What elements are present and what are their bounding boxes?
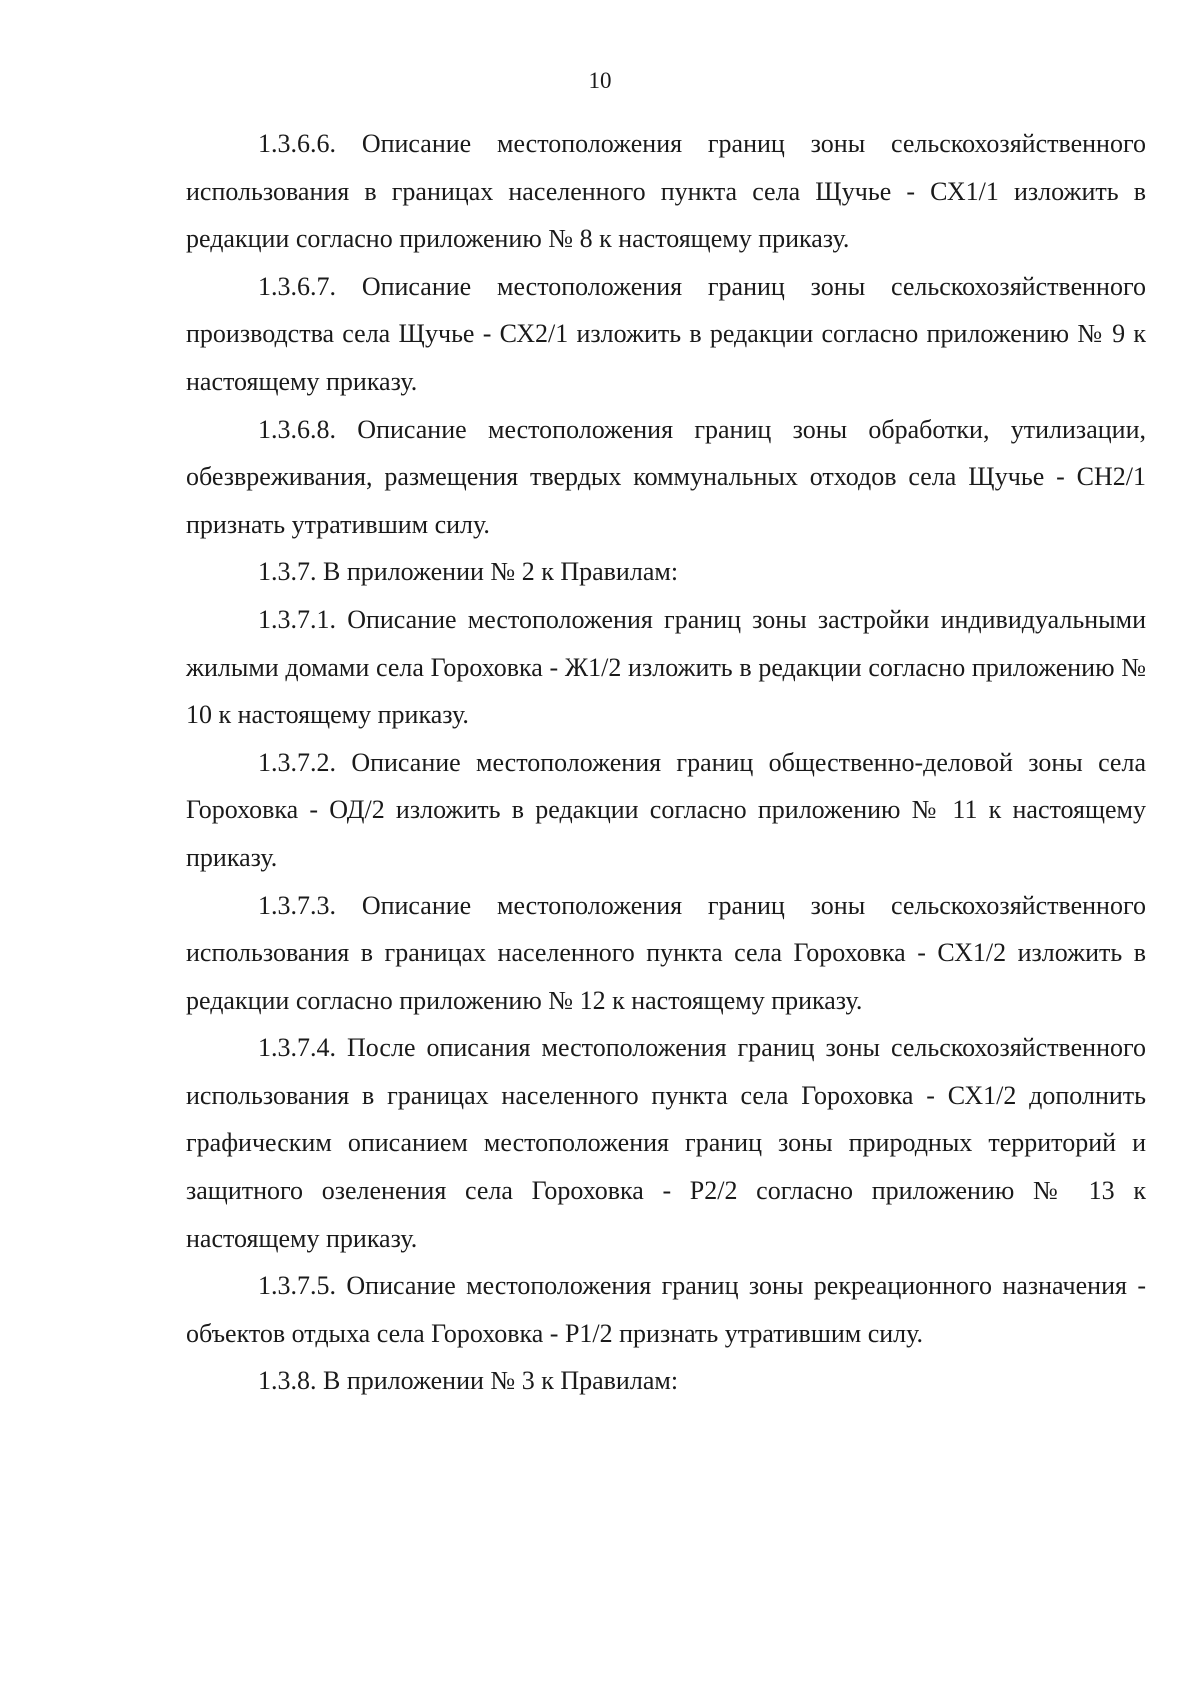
paragraph-1-3-6-7: 1.3.6.7. Описание местоположения границ зоны сельскохозяйственного производства села Щучье - СХ2/1 изложить в редакции согласно приложению № 9 к настоящему приказу.	[186, 271, 1146, 396]
paragraph-1-3-7-1: 1.3.7.1. Описание местоположения границ зоны застройки индивидуальными жилыми домами села Гороховка - Ж1/2 изложить в редакции согласно приложению № 10 к настоящему приказу.	[186, 604, 1146, 730]
paragraph-1-3-7: 1.3.7. В приложении № 2 к Правилам:	[258, 557, 679, 587]
paragraph-1-3-6-8: 1.3.6.8. Описание местоположения границ зоны обработки, утилизации, обезвреживания, размещения твердых коммунальных отходов села Щучье - СН2/1 признать утратившим силу.	[186, 414, 1146, 539]
paragraph-1-3-7-4: 1.3.7.4. После описания местоположения границ зоны сельскохозяйственного использования в границах населенного пункта села Гороховка - СХ1/2 дополнить графическим описанием местоположения границ зоны природных территорий и защитного озеленения села Гороховка - Р2/2 согласно приложению № 13 к настоящему приказу.	[186, 1033, 1146, 1253]
page-number: 10	[588, 68, 612, 93]
paragraph-1-3-7-3: 1.3.7.3. Описание местоположения границ зоны сельскохозяйственного использования в границах населенного пункта села Гороховка - СХ1/2 изложить в редакции согласно приложению № 12 к настоящему приказу.	[186, 890, 1146, 1015]
document-body	[186, 120, 1146, 1405]
paragraph-1-3-7-2: 1.3.7.2. Описание местоположения границ общественно-деловой зоны села Гороховка - ОД/2 изложить в редакции согласно приложению № 11 к настоящему приказу.	[186, 747, 1146, 872]
paragraph-1-3-7-5: 1.3.7.5. Описание местоположения границ зоны рекреационного назначения - объектов отдыха села Гороховка - Р1/2 признать утратившим силу.	[186, 1271, 1146, 1348]
paragraph-1-3-8: 1.3.8. В приложении № 3 к Правилам:	[258, 1366, 679, 1396]
paragraph-1-3-6-6: 1.3.6.6. Описание местоположения границ зоны сельскохозяйственного использования в границах населенного пункта села Щучье - СХ1/1 изложить в редакции согласно приложению № 8 к настоящему приказу.	[186, 129, 1146, 254]
